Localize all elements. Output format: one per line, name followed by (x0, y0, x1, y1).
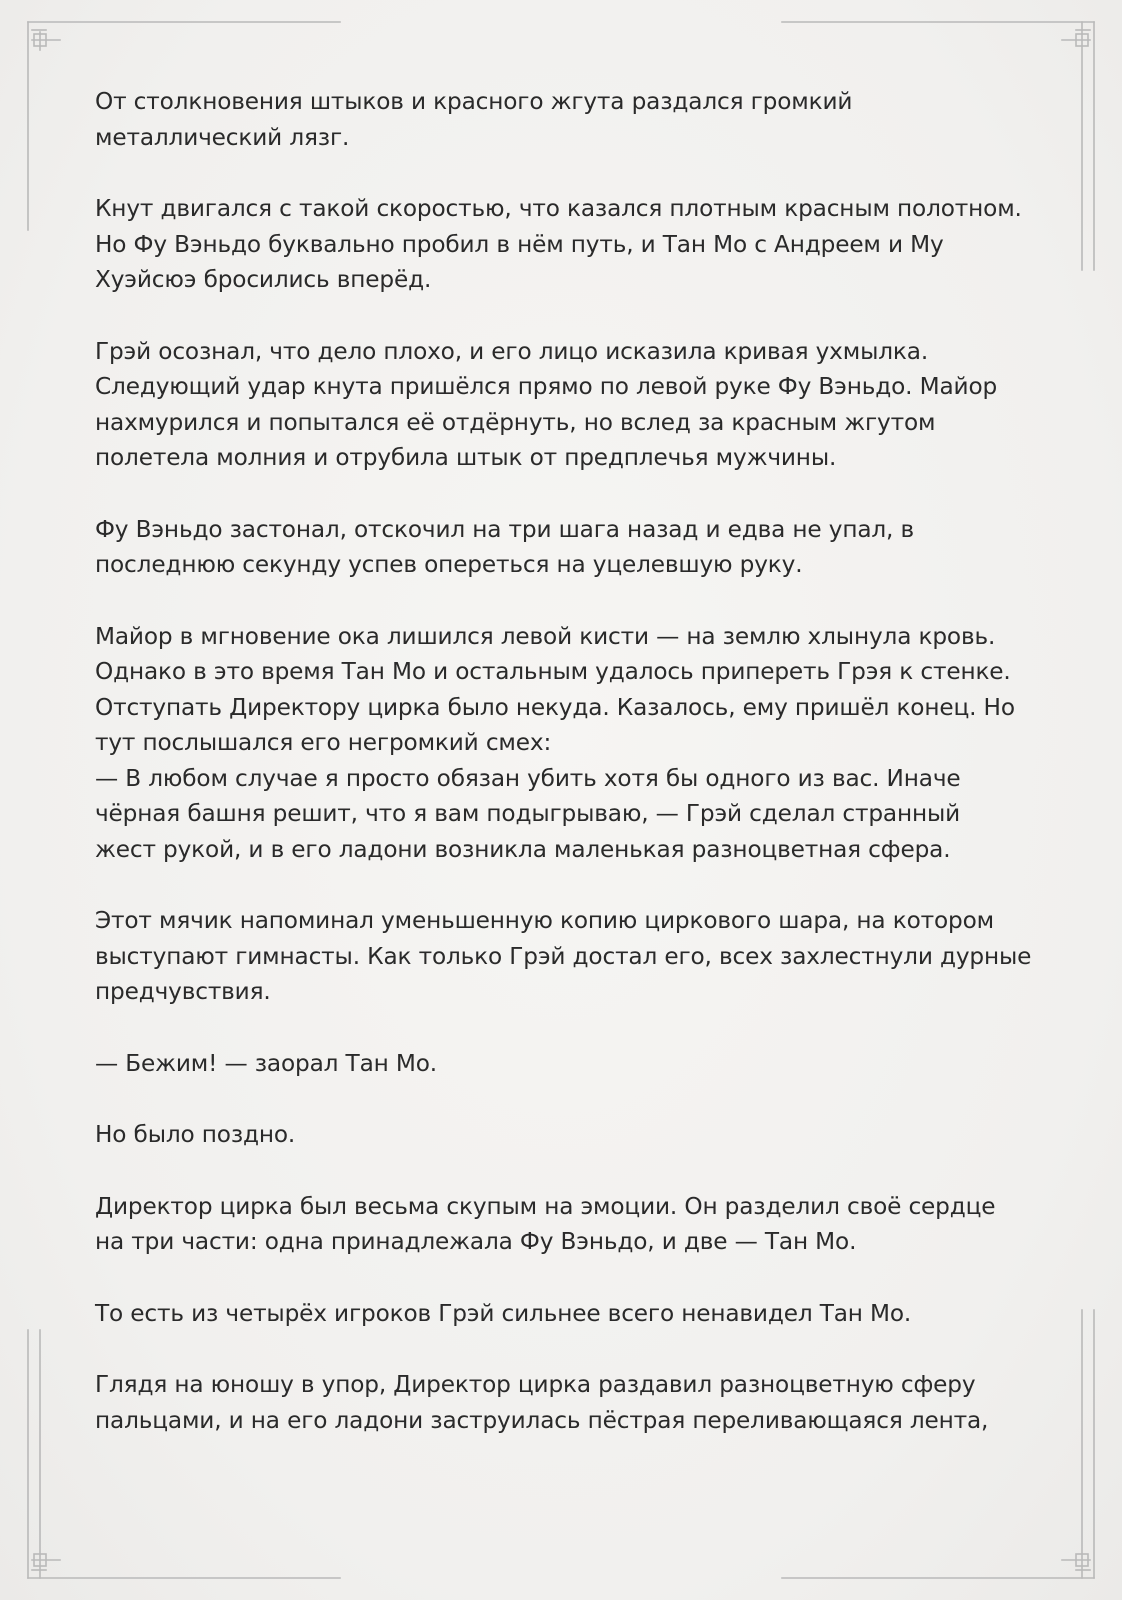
paragraph (95, 1046, 1035, 1082)
paragraph (95, 903, 1035, 1010)
text-line: Кнут двигался с такой скоростью, что казался плотным красным полотном. (95, 195, 1022, 222)
paragraph (95, 619, 1035, 868)
text-line: — Бежим! — заорал Тан Мо. (95, 1049, 437, 1077)
text-line: Но было поздно. (95, 1121, 296, 1148)
paragraph (95, 1296, 1035, 1332)
paragraph (95, 191, 1035, 298)
paragraph (95, 1189, 1035, 1260)
text-line: Хуэйсюэ бросились вперёд. (95, 266, 432, 293)
text-line: — В любом случае я просто обязан убить хотя бы одного из вас. Иначе (95, 764, 961, 792)
text-line: Но Фу Вэньдо буквально пробил в нём путь, и Тан Мо с Андреем и Му (95, 230, 944, 258)
text-line: То есть из четырёх игроков Грэй сильнее всего ненавидел Тан Мо. (95, 1299, 912, 1327)
paragraph (95, 334, 1035, 476)
text-line: Фу Вэньдо застонал, отскочил на три шага назад и едва не упал, в (95, 515, 915, 543)
text-line: Грэй осознал, что дело плохо, и его лицо исказила кривая ухмылка. (95, 337, 929, 365)
text-line: Майор в мгновение ока лишился левой кисти — на землю хлынула кровь. (95, 622, 996, 650)
text-line: Директор цирка был весьма скупым на эмоции. Он разделил своё сердце (95, 1192, 996, 1220)
text-line: предчувствия. (95, 978, 271, 1005)
text-line: Однако в это время Тан Мо и остальным удалось припереть Грэя к стенке. (95, 658, 1011, 685)
text-line: на три части: одна принадлежала Фу Вэньдо, и две — Тан Мо. (95, 1228, 857, 1255)
text-line: Отступать Директору цирка было некуда. Казалось, ему пришёл конец. Но (95, 693, 1015, 721)
paragraph (95, 84, 1035, 155)
text-line: металлический лязг. (95, 123, 350, 151)
text-line: нахмурился и попытался её отдёрнуть, но вслед за красным жгутом (95, 408, 936, 436)
text-line: чёрная башня решит, что я вам подыгрываю, — Грэй сделал странный (95, 800, 961, 827)
text-line: выступают гимнасты. Как только Грэй достал его, всех захлестнули дурные (95, 942, 1032, 970)
text-line: последнюю секунду успев опереться на уцелевшую руку. (95, 551, 803, 578)
text-line: пальцами, и на его ладони заструилась пёстрая переливающаяся лента, (95, 1406, 989, 1434)
text-line: Следующий удар кнута пришёлся прямо по левой руке Фу Вэньдо. Майор (95, 373, 998, 400)
text-line: тут послышался его негромкий смех: (95, 729, 552, 756)
text-line: жест рукой, и в его ладони возникла маленькая разноцветная сфера. (95, 835, 951, 863)
text-line: Этот мячик напоминал уменьшенную копию циркового шара, на котором (95, 907, 994, 934)
paragraph (95, 1117, 1035, 1153)
paragraph (95, 1367, 1035, 1438)
body-text (95, 84, 1035, 1474)
text-line: Глядя на юношу в упор, Директор цирка раздавил разноцветную сферу (95, 1371, 976, 1398)
paragraph (95, 512, 1035, 583)
text-line: От столкновения штыков и красного жгута раздался громкий (95, 88, 853, 115)
text-line: полетела молния и отрубила штык от предплечья мужчины. (95, 444, 837, 471)
